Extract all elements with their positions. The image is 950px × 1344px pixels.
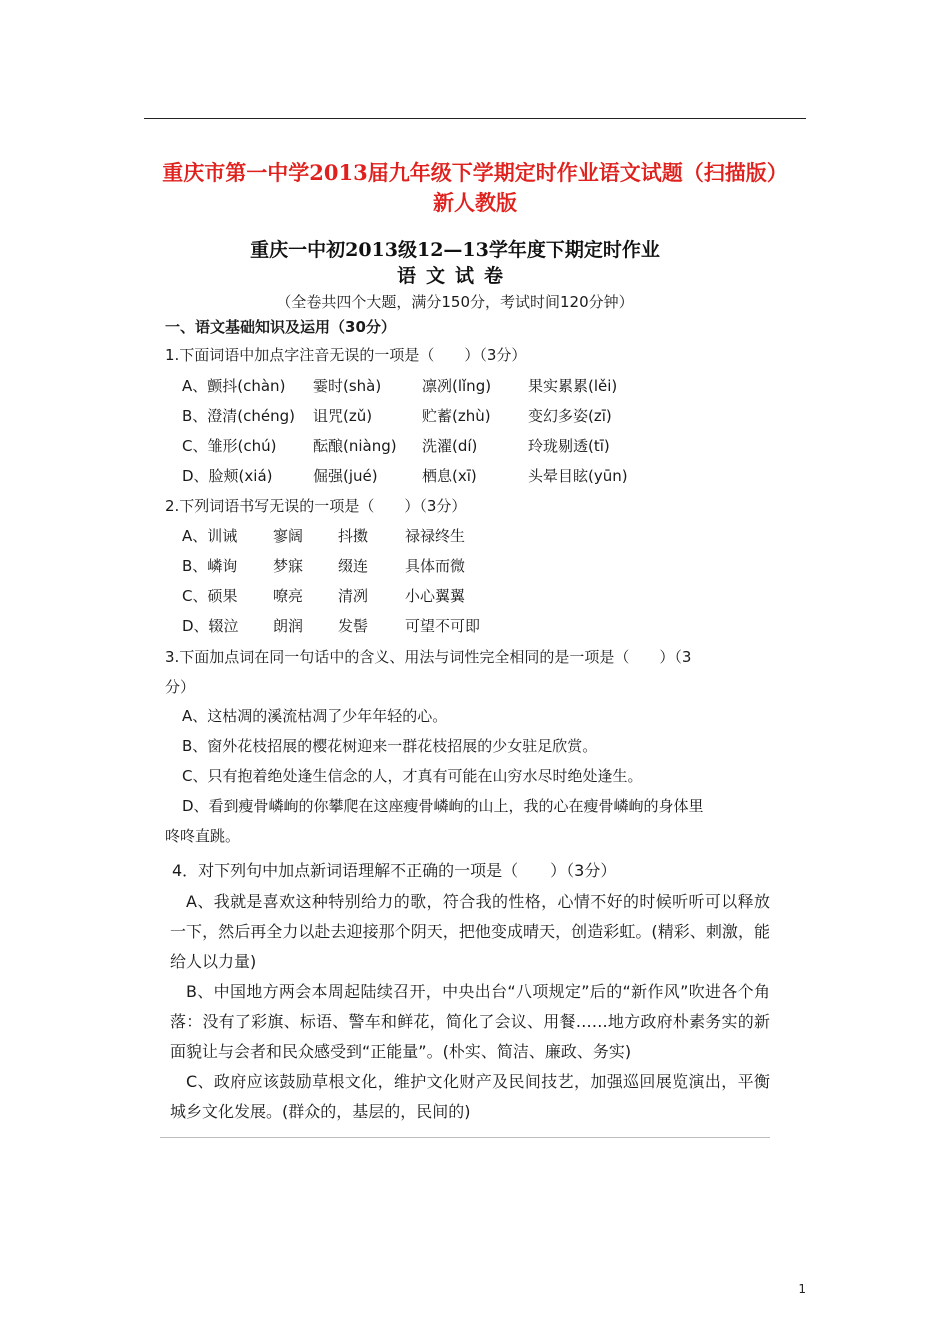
q3-option-b: B、窗外花枝招展的樱花树迎来一群花枝招展的少女驻足欣赏。 bbox=[182, 737, 598, 755]
q4-stem: 4．对下列句中加点新词语理解不正确的一项是（ ）（3分） bbox=[172, 861, 617, 880]
q1-option: B、澄清(chéng) bbox=[182, 407, 296, 425]
scan-bottom-edge bbox=[160, 1137, 770, 1138]
q1-option: 果实累累(lěi) bbox=[528, 377, 618, 395]
q3-option-a: A、这枯凋的溪流枯凋了少年年轻的心。 bbox=[182, 707, 448, 725]
q2-option: 梦寐 bbox=[273, 557, 304, 575]
document-title bbox=[100, 158, 850, 218]
exam-header: 重庆一中初2013级12—13学年度下期定时作业 bbox=[250, 239, 660, 261]
q1-stem: 1.下面词语中加点字注音无误的一项是（ ）（3分） bbox=[165, 346, 527, 364]
q2-option: 寥阔 bbox=[273, 527, 304, 545]
q2-option: B、嶙询 bbox=[182, 557, 238, 575]
q2-option: D、辍泣 bbox=[182, 617, 239, 635]
q4-option-c: C、政府应该鼓励草根文化，维护文化财产及民间技艺，加强巡回展览演出，平衡城乡文化发展。(群众的，基层的，民间的) bbox=[170, 1072, 770, 1121]
q2-option: A、训诫 bbox=[182, 527, 238, 545]
q1-option: 变幻多姿(zī) bbox=[528, 407, 612, 425]
q3-option-d-line-2: 咚咚直跳。 bbox=[165, 827, 241, 845]
page-number: 1 bbox=[798, 1282, 806, 1296]
header-rule bbox=[144, 118, 806, 119]
q4-option-b: B、中国地方两会本周起陆续召开，中央出台“八项规定”后的“新作风”吹进各个角落：没有了彩旗、标语、警车和鲜花，简化了会议、用餐……地方政府朴素务实的新面貌让与会者和民众感受到“正能量”。(朴实、简洁、廉政、务实) bbox=[170, 982, 770, 1061]
q4-option-a: A、我就是喜欢这种特别给力的歌，符合我的性格，心情不好的时候听听可以释放一下，然后再全力以赴去迎接那个阴天，把他变成晴天，创造彩虹。(精彩、刺激，能给人以力量) bbox=[170, 892, 770, 971]
q2-option: 禄禄终生 bbox=[405, 527, 466, 545]
q2-stem: 2.下列词语书写无误的一项是（ ）（3分） bbox=[165, 497, 467, 515]
q1-option: A、颤抖(chàn) bbox=[182, 377, 286, 395]
q1-option: 倔强(jué) bbox=[313, 467, 378, 485]
q1-option: 凛冽(lǐng) bbox=[422, 377, 492, 395]
q2-option: 可望不可即 bbox=[405, 617, 481, 635]
q1-option: D、脸颊(xiá) bbox=[182, 467, 273, 485]
q1-option: 栖息(xī) bbox=[422, 467, 477, 485]
q2-option: 缀连 bbox=[338, 557, 369, 575]
q3-stem-line-2: 分） bbox=[165, 678, 196, 696]
q1-option: 诅咒(zǔ) bbox=[313, 407, 373, 425]
q2-option: 发髻 bbox=[338, 617, 369, 635]
q1-option: 玲珑剔透(tī) bbox=[528, 437, 610, 455]
q2-option: 朗润 bbox=[273, 617, 304, 635]
document-title-line-1: 重庆市第一中学2013届九年级下学期定时作业语文试题（扫描版） bbox=[162, 160, 788, 185]
q3-option-d-line-1: D、看到瘦骨嶙峋的你攀爬在这座瘦骨嶙峋的山上，我的心在瘦骨嶙峋的身体里 bbox=[182, 797, 704, 815]
exam-subtitle: 语文试卷 bbox=[396, 265, 513, 287]
q1-option: 贮蓄(zhù) bbox=[422, 407, 491, 425]
document-title-line-2: 新人教版 bbox=[433, 190, 517, 215]
q2-option: 抖擞 bbox=[338, 527, 369, 545]
q1-option: 头晕目眩(yūn) bbox=[528, 467, 628, 485]
section-1-heading: 一、语文基础知识及运用（30分） bbox=[165, 318, 396, 336]
q2-option: 小心翼翼 bbox=[405, 587, 466, 605]
q2-option: 嘹亮 bbox=[273, 587, 304, 605]
q2-option: 具体而微 bbox=[405, 557, 466, 575]
q2-option: C、硕果 bbox=[182, 587, 238, 605]
q1-option: 洗濯(dí) bbox=[422, 437, 478, 455]
q1-option: C、雏形(chú) bbox=[182, 437, 277, 455]
q2-option: 清冽 bbox=[338, 587, 369, 605]
q3-stem-line-1: 3.下面加点词在同一句话中的含义、用法与词性完全相同的是一项是（ ）（3 bbox=[165, 648, 692, 666]
q1-option: 酝酿(niàng) bbox=[313, 437, 397, 455]
q1-option: 霎时(shà) bbox=[313, 377, 382, 395]
exam-note: （全卷共四个大题，满分150分，考试时间120分钟） bbox=[276, 293, 634, 311]
q3-option-c: C、只有抱着绝处逢生信念的人，才真有可能在山穷水尽时绝处逢生。 bbox=[182, 767, 643, 785]
scanned-exam-page bbox=[160, 225, 772, 1145]
